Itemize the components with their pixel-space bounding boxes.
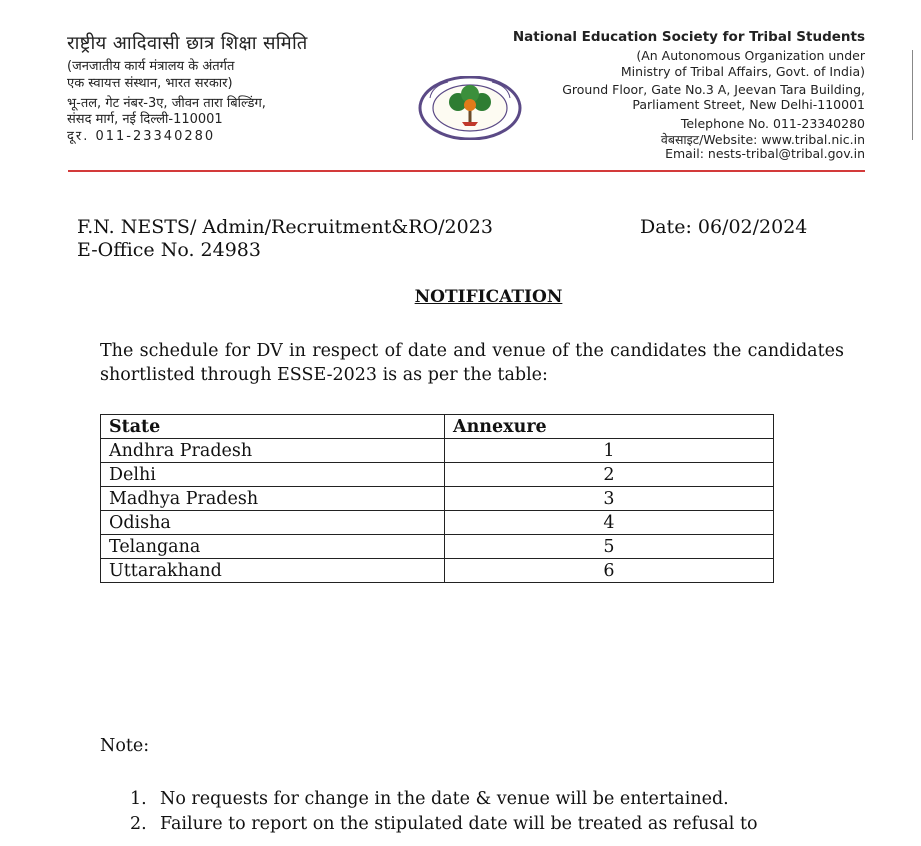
english-line-3: Ground Floor, Gate No.3 A, Jeevan Tara Building, <box>562 82 865 97</box>
hindi-line-3: भू-तल, गेट नंबर-3ए, जीवन तारा बिल्डिंग, <box>67 96 266 111</box>
hindi-org-title: राष्ट्रीय आदिवासी छात्र शिक्षा समिति <box>67 33 308 54</box>
state-cell: Telangana <box>101 535 445 559</box>
english-line-2: Ministry of Tribal Affairs, Govt. of India) <box>620 64 865 79</box>
english-line-6: वेबसाइट/Website: www.tribal.nic.in <box>660 132 865 147</box>
table-row <box>101 487 774 511</box>
english-line-1: (An Autonomous Organization under <box>636 48 865 63</box>
english-line-4: Parliament Street, New Delhi-110001 <box>632 97 865 112</box>
hindi-line-2: एक स्वायत्त संस्थान, भारत सरकार) <box>67 76 233 91</box>
schedule-table <box>100 414 774 583</box>
file-number: F.N. NESTS/ Admin/Recruitment&RO/2023 <box>77 216 493 238</box>
notes-list <box>130 787 830 837</box>
state-cell: Odisha <box>101 511 445 535</box>
header-annexure: Annexure <box>445 415 774 439</box>
header-state: State <box>101 415 445 439</box>
table-row <box>101 463 774 487</box>
annexure-cell: 6 <box>445 559 774 583</box>
table-header-row <box>101 415 774 439</box>
annexure-cell: 4 <box>445 511 774 535</box>
hindi-line-5: दूर. 011-23340280 <box>67 129 216 144</box>
notification-date: Date: 06/02/2024 <box>640 216 808 238</box>
note-label: Note: <box>100 736 150 756</box>
note-number: 2. <box>130 814 147 834</box>
note-text: Failure to report on the stipulated date will be treated as refusal to <box>160 814 758 834</box>
intro-paragraph: The schedule for DV in respect of date and venue of the candidates the candidates shortlisted through ESSE-2023 is as per the table: <box>100 341 844 385</box>
english-line-7: Email: nests-tribal@tribal.gov.in <box>665 146 865 161</box>
list-item <box>130 812 830 837</box>
state-cell: Madhya Pradesh <box>101 487 445 511</box>
hindi-line-4: संसद मार्ग, नई दिल्ली-110001 <box>67 112 223 127</box>
state-cell: Uttarakhand <box>101 559 445 583</box>
note-text: No requests for change in the date & venue will be entertained. <box>160 789 729 809</box>
table-row <box>101 535 774 559</box>
list-item <box>130 787 830 812</box>
header-divider <box>68 170 865 172</box>
table-row <box>101 439 774 463</box>
annexure-cell: 1 <box>445 439 774 463</box>
page-edge-line <box>912 50 913 140</box>
annexure-cell: 2 <box>445 463 774 487</box>
english-line-5: Telephone No. 011-23340280 <box>680 116 865 131</box>
note-number: 1. <box>130 789 147 809</box>
table-row <box>101 511 774 535</box>
annexure-cell: 5 <box>445 535 774 559</box>
english-org-title: National Education Society for Tribal Students <box>512 29 865 45</box>
state-cell: Delhi <box>101 463 445 487</box>
hindi-line-1: (जनजातीय कार्य मंत्रालय के अंतर्गत <box>67 59 235 74</box>
table-row <box>101 559 774 583</box>
state-cell: Andhra Pradesh <box>101 439 445 463</box>
eoffice-number: E-Office No. 24983 <box>77 239 261 261</box>
nests-logo-emblem <box>418 76 522 140</box>
notification-heading: NOTIFICATION <box>414 287 563 307</box>
annexure-cell: 3 <box>445 487 774 511</box>
